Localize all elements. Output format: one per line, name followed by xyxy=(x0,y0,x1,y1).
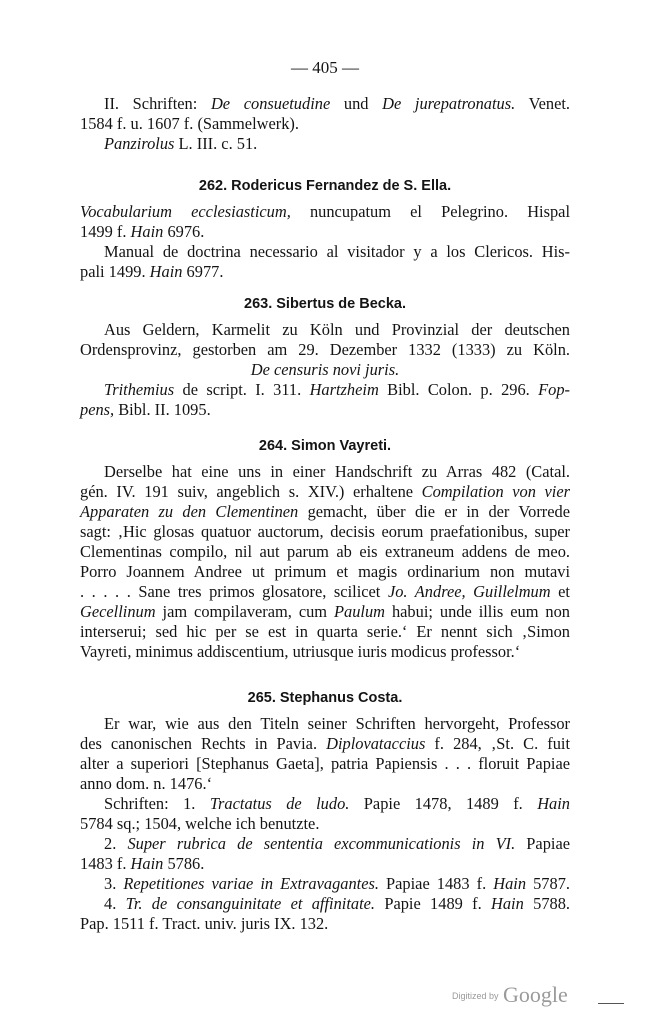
line-text: 2. xyxy=(104,834,128,853)
line-text: Derselbe hat eine uns in einer Handschrift zu Arras 482 (Catal. xyxy=(104,462,570,481)
italic-text: Hain xyxy=(537,794,571,813)
line-text: f. 284, ‚St. C. fuit xyxy=(425,734,571,753)
italic-text: Paulum xyxy=(334,602,386,621)
entry-heading: 262. Rodericus Fernandez de S. Ella. xyxy=(198,178,452,194)
text-line xyxy=(104,380,570,400)
italic-text: Apparaten zu den Clementinen xyxy=(80,502,299,521)
text-line xyxy=(80,754,570,774)
page-rule xyxy=(598,1003,624,1004)
line-text: Ordensprovinz, gestorben am 29. Dezember 1332 (1333) zu Köln. xyxy=(80,340,570,359)
italic-text: Gecellinum xyxy=(80,602,156,621)
line-text: Venet. xyxy=(515,94,571,113)
line-text: 3. xyxy=(104,874,124,893)
text-line xyxy=(80,114,570,134)
italic-text: Jo. Andree, Guillelmum xyxy=(387,582,551,601)
line-text: gén. IV. 191 suiv, angeblich s. XIV.) erhaltene xyxy=(80,482,422,501)
entry-heading: 263. Sibertus de Becka. xyxy=(244,296,406,312)
italic-text: Tractatus de ludo. xyxy=(209,794,350,813)
italic-text: Tr. de consanguinitate et affinitate. xyxy=(125,894,376,913)
text-line xyxy=(80,582,570,602)
text-line xyxy=(80,774,570,794)
italic-text: Compilation von vier xyxy=(421,482,570,501)
line-text: 4. xyxy=(104,894,126,913)
line-text: Pap. 1511 f. Tract. univ. juris IX. 132. xyxy=(80,914,329,933)
page-number: — 405 — xyxy=(291,58,359,77)
text-line xyxy=(80,642,570,662)
text-line xyxy=(104,894,570,914)
line-text: pali 1499. xyxy=(80,262,150,281)
text-line xyxy=(80,340,570,360)
text-line xyxy=(80,482,570,502)
entry-heading: 264. Simon Vayreti. xyxy=(258,438,392,454)
line-text: habui; unde illis eum non xyxy=(385,602,570,621)
line-text: Aus Geldern, Karmelit zu Köln und Provinzial der deutschen xyxy=(104,320,570,339)
line-text: Papie 1489 f. xyxy=(375,894,492,913)
italic-text: Super rubrica de sententia excommunicationis in VI. xyxy=(127,834,516,853)
italic-text: Panzirolus xyxy=(104,134,175,153)
text-line xyxy=(104,874,570,894)
line-text: und xyxy=(330,94,383,113)
line-text: 5787. xyxy=(526,874,570,893)
italic-text: Fop- xyxy=(538,380,570,399)
line-text: 6976. xyxy=(163,222,205,241)
text-line xyxy=(104,794,570,814)
text-line xyxy=(80,542,570,562)
line-text: L. III. c. 51. xyxy=(174,134,258,153)
italic-text: Diplovataccius xyxy=(326,734,426,753)
text-line xyxy=(80,222,570,242)
text-line xyxy=(80,202,570,222)
line-text: Papiae 1483 f. xyxy=(378,874,494,893)
line-text: anno dom. n. 1476.‘ xyxy=(80,774,213,793)
text-line xyxy=(80,854,570,874)
text-line xyxy=(104,94,570,114)
italic-text: Hartzheim xyxy=(309,380,379,399)
text-line xyxy=(104,834,570,854)
watermark-brand: Google xyxy=(502,982,568,1007)
line-text: nuncupatum el Pelegrino. Hispal xyxy=(290,202,570,221)
line-text: et xyxy=(550,582,570,601)
line-text: sagt: ‚Hic glosas quatuor auctorum, decisis eorum praefationibus, super xyxy=(80,522,570,541)
line-text: 1499 f. xyxy=(80,222,131,241)
text-line xyxy=(104,462,570,482)
italic-text: Repetitiones variae in Extravagantes. xyxy=(123,874,379,893)
line-text: II. Schriften: xyxy=(104,94,211,113)
italic-text: De censuris novi juris. xyxy=(250,360,400,379)
italic-text: pens, xyxy=(80,400,115,419)
text-line xyxy=(80,914,570,934)
line-text: Papiae xyxy=(515,834,570,853)
italic-text: Trithemius xyxy=(104,380,175,399)
text-line xyxy=(80,262,570,282)
italic-text: De jurepatronatus. xyxy=(382,94,516,113)
line-text: 1584 f. u. 1607 f. (Sammelwerk). xyxy=(80,114,299,133)
line-text: Clementinas compilo, nil aut parum ab eis extraneum addens de meo. xyxy=(80,542,570,561)
line-text: Er war, wie aus den Titeln seiner Schriften hervorgeht, Professor xyxy=(104,714,570,733)
text-line xyxy=(104,134,570,154)
line-text: 5784 sq.; 1504, welche ich benutzte. xyxy=(80,814,320,833)
line-text: gemacht, über die er in der Vorrede xyxy=(298,502,570,521)
italic-text: Vocabularium ecclesiasticum, xyxy=(80,202,291,221)
text-line xyxy=(104,242,570,262)
line-text: de script. I. 311. xyxy=(174,380,310,399)
line-text: Bibl. Colon. p. 296. xyxy=(378,380,539,399)
text-line xyxy=(80,734,570,754)
italic-text: Hain xyxy=(130,222,164,241)
line-text: Schriften: 1. xyxy=(104,794,210,813)
italic-text: Hain xyxy=(130,854,164,873)
text-line xyxy=(80,562,570,582)
italic-text: Hain xyxy=(491,894,524,913)
entry-heading: 265. Stephanus Costa. xyxy=(247,690,403,706)
text-line xyxy=(80,400,570,420)
line-text: jam compilaveram, cum xyxy=(155,602,335,621)
line-text: alter a superiori [Stephanus Gaeta], patria Papiensis . . . floruit Papiae xyxy=(80,754,570,773)
line-text: 5786. xyxy=(163,854,205,873)
text-line xyxy=(104,714,570,734)
line-text: Porro Joannem Andree ut primum et magis ordinarium non mutavi xyxy=(80,562,570,581)
text-line xyxy=(80,814,570,834)
text-line xyxy=(80,522,570,542)
line-text: des canonischen Rechts in Pavia. xyxy=(80,734,327,753)
text-line xyxy=(104,320,570,340)
line-text: interserui; sed hic per se est in quarta serie.‘ Er nennt sich ‚Simon xyxy=(80,622,570,641)
italic-text: Hain xyxy=(493,874,527,893)
text-line xyxy=(80,360,570,380)
line-text: Vayreti, minimus addiscentium, utriusque iuris modicus professor.‘ xyxy=(80,642,521,661)
line-text: . . . . . Sane tres primos glosatore, scilicet xyxy=(80,582,388,601)
text-line xyxy=(80,622,570,642)
italic-text: Hain xyxy=(149,262,183,281)
line-text: 1483 f. xyxy=(80,854,131,873)
line-text: Papie 1478, 1489 f. xyxy=(349,794,538,813)
line-text: 6977. xyxy=(182,262,224,281)
digitized-watermark xyxy=(452,982,568,1008)
line-text: 5788. xyxy=(523,894,570,913)
line-text: Bibl. II. 1095. xyxy=(114,400,211,419)
watermark-prefix: Digitized by xyxy=(452,991,499,1001)
text-line xyxy=(80,602,570,622)
italic-text: De consuetudine xyxy=(210,94,331,113)
line-text: Manual de doctrina necessario al visitador y a los Clericos. His- xyxy=(104,242,570,261)
text-line xyxy=(80,502,570,522)
